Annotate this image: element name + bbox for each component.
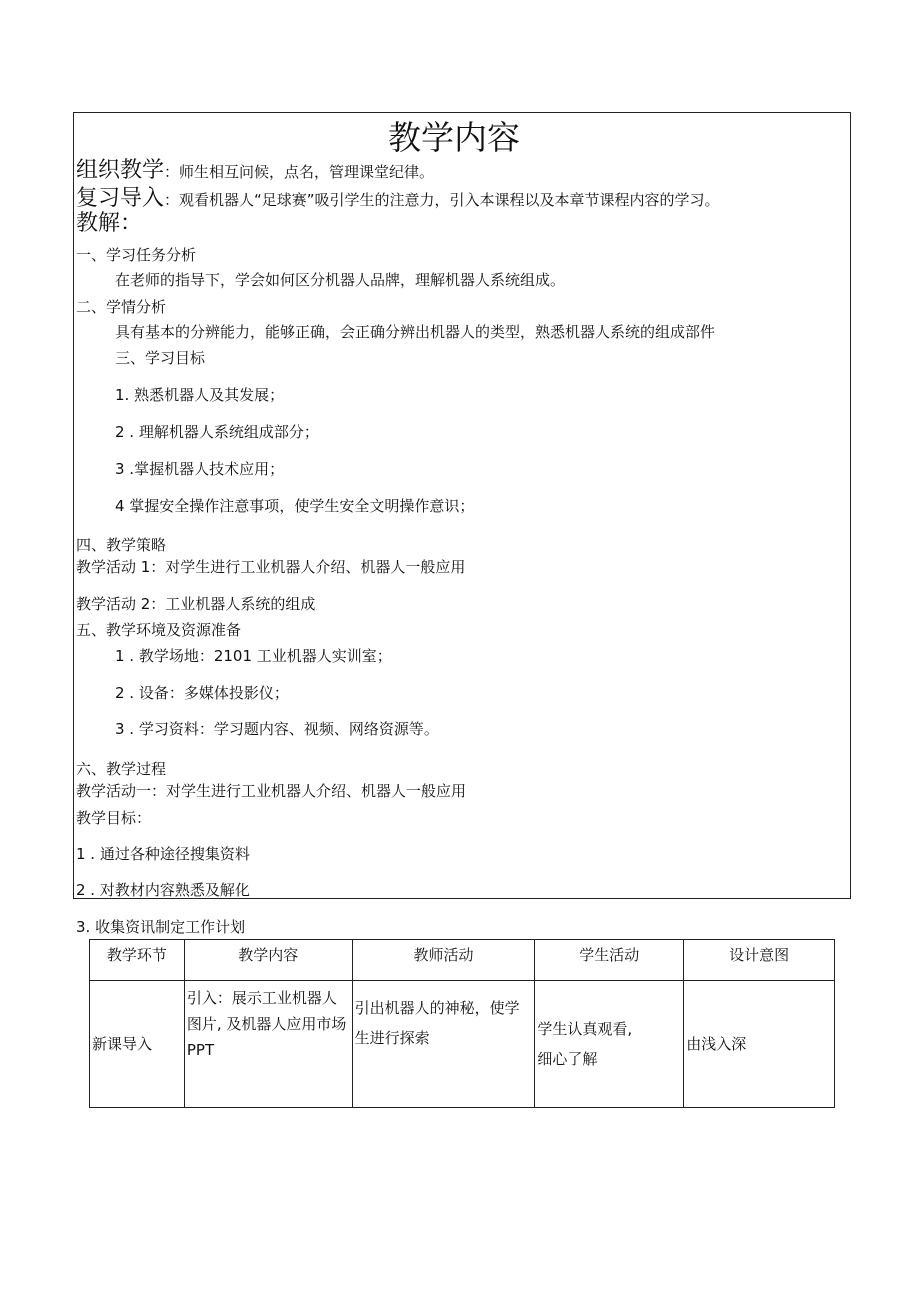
section-4-title: 四、教学策略 xyxy=(76,536,167,554)
goal-item: 3 .掌握机器人技术应用； xyxy=(115,460,285,478)
resource-item: 3 . 学习资料：学习题内容、视频、网络资源等。 xyxy=(115,720,439,738)
section-2-text: 具有基本的分辨能力，能够正确，会正确分辨出机器人的类型，熟悉机器人系统的组成部件 xyxy=(115,323,716,341)
plan-caption: 3. 收集资讯制定工作计划 xyxy=(76,918,246,936)
organize-line xyxy=(76,158,434,184)
header-cell: 教师活动 xyxy=(352,940,535,981)
explain-heading: 教解 xyxy=(76,211,121,236)
teacher-activity-cell: 引出机器人的神秘，使学生进行探索 xyxy=(352,981,535,1108)
section-5-title: 五、教学环境及资源准备 xyxy=(76,621,242,639)
work-plan-table xyxy=(89,939,835,1108)
design-intent-cell: 由浅入深 xyxy=(684,981,835,1108)
goal-item: 4 掌握安全操作注意事项，使学生安全文明操作意识； xyxy=(115,497,475,515)
section-6-title: 六、教学过程 xyxy=(76,760,167,778)
objective-item: 2 . 对教材内容熟悉及解化 xyxy=(76,881,250,899)
table-header-row xyxy=(90,940,835,981)
student-activity-cell xyxy=(535,981,684,1108)
header-cell: 教学环节 xyxy=(90,940,185,981)
header-cell: 学生活动 xyxy=(535,940,684,981)
header-cell: 设计意图 xyxy=(684,940,835,981)
activity-1: 教学活动 1：对学生进行工业机器人介绍、机器人一般应用 xyxy=(76,558,466,576)
objective-item: 1 . 通过各种途径搜集资料 xyxy=(76,845,250,863)
section-2-title: 二、学情分析 xyxy=(76,298,167,316)
review-text: ：观看机器人“足球赛”吸引学生的注意力，引入本课程以及本章节课程内容的学习。 xyxy=(164,191,720,209)
activity-one: 教学活动一：对学生进行工业机器人介绍、机器人一般应用 xyxy=(76,782,467,800)
review-line xyxy=(76,186,720,212)
goal-item: 2 . 理解机器人系统组成部分； xyxy=(115,423,319,441)
explain-line xyxy=(76,211,142,237)
objective-label: 教学目标： xyxy=(76,809,152,827)
resource-item: 2 . 设备：多媒体投影仪； xyxy=(115,684,289,702)
header-cell: 教学内容 xyxy=(184,940,352,981)
section-1-title: 一、学习任务分析 xyxy=(76,246,197,264)
student-activity-line: 细心了解 xyxy=(537,1050,598,1068)
stage-cell: 新课导入 xyxy=(90,981,185,1108)
goal-item: 1. 熟悉机器人及其发展； xyxy=(115,386,285,404)
page-title: 教学内容 xyxy=(388,118,520,157)
section-3-title: 三、学习目标 xyxy=(115,349,206,367)
organize-heading: 组织教学 xyxy=(76,158,165,183)
table-row xyxy=(90,981,835,1108)
content-cell: 引入：展示工业机器人图片, 及机器人应用市场 PPT xyxy=(184,981,352,1108)
section-1-text: 在老师的指导下，学会如何区分机器人品牌，理解机器人系统组成。 xyxy=(115,271,566,289)
student-activity-line: 学生认真观看, xyxy=(537,1020,633,1038)
resource-item: 1 . 教学场地：2101 工业机器人实训室； xyxy=(115,647,392,665)
review-heading: 复习导入 xyxy=(76,186,165,211)
explain-colon: ： xyxy=(120,211,143,236)
organize-text: ：师生相互问候，点名，管理课堂纪律。 xyxy=(164,163,435,181)
activity-2: 教学活动 2：工业机器人系统的组成 xyxy=(76,595,316,613)
